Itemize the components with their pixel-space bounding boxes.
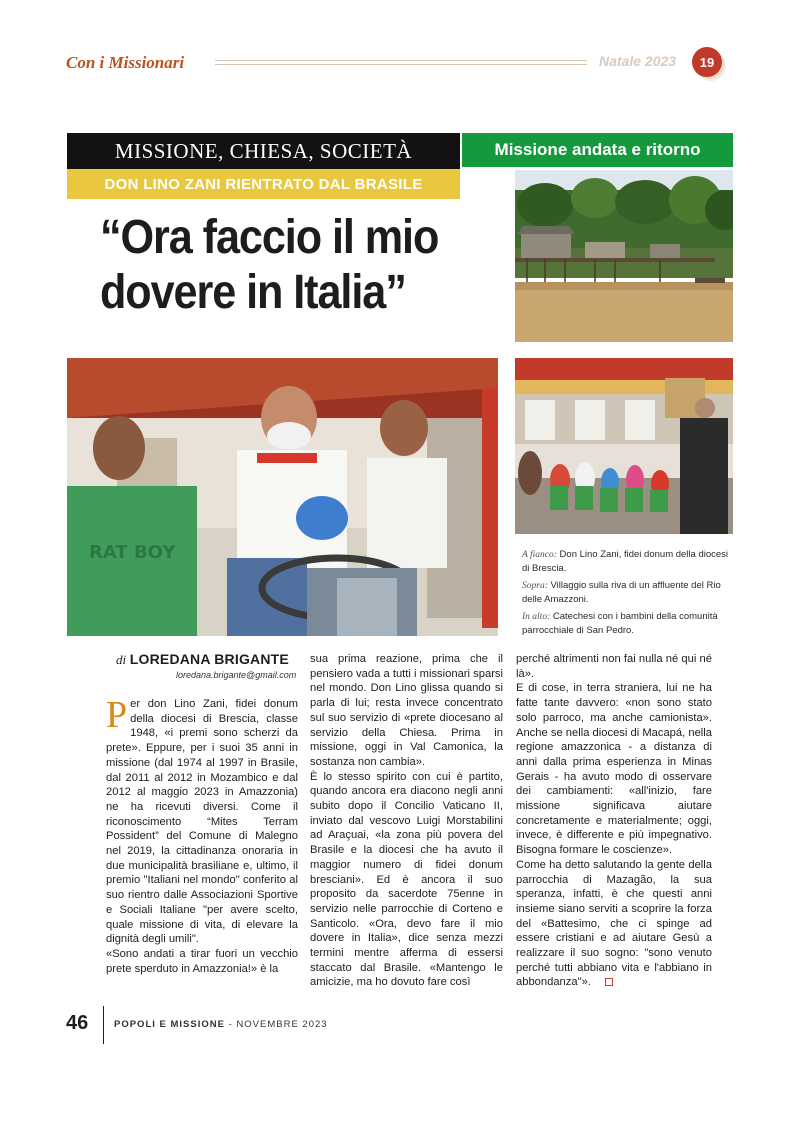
headline-line-2: dovere in Italia” xyxy=(100,266,406,319)
author-email[interactable]: loredana.brigante@gmail.com xyxy=(176,670,297,680)
drop-cap: P xyxy=(106,694,128,736)
byline-prefix: di xyxy=(116,652,127,667)
main-photo xyxy=(67,358,498,636)
headline-line-1: “Ora faccio il mio xyxy=(100,211,439,264)
footer-page-number: 46 xyxy=(66,1012,89,1034)
page-number-badge: 19 xyxy=(692,47,722,77)
author-name: LOREDANA BRIGANTE xyxy=(129,651,289,667)
paragraph: È lo stesso spirito con cui è partito, quando ancora era diacono negli anni subito dopo il Concilio Vaticano II, inviato dal vescovo Luigi Morstabilini ad Araçuai, «la zona più povera del Brasile e la diocesi che ha avuto il maggior numero di fidei donum bresciani». Ed è ancora il suo proposito da sacerdote 75enne in servizio nelle parrocchie di Corteno e Santicolo. «Ora, devo fare il mio dovere in Italia», dice senza mezzi termini mentre afferma di essersi staccato dal Brasile. «Mantengo le amicizie, ma ho dovuto fare così xyxy=(310,770,503,989)
photo-captions xyxy=(522,548,734,641)
footer-publication: POPOLI E MISSIONE - NOVEMBRE 2023 xyxy=(114,1019,328,1030)
article-column-2 xyxy=(310,652,503,990)
shirt-text: RAT BOY xyxy=(89,542,176,563)
issue-label: Natale 2023 xyxy=(599,53,677,69)
caption-top: In alto: Catechesi con i bambini della comunità parrocchiale di San Pedro. xyxy=(522,611,718,636)
paragraph: Come ha detto salutando la gente della parrocchia di Mazagão, la sua speranza, infatti, è che questi anni insieme siano serviti a scoprire la forza del «Battesimo, che ci spinge ad essere cristiani e ad aiutare Gesù a realizzare il suo sogno: "sono venuto perché tutti abbiano vita e l'abbiano in abbondanza"». xyxy=(516,858,712,989)
paragraph: «Sono andati a tirar fuori un vecchio prete sperduto in Amazzonia!» è la xyxy=(106,947,298,975)
end-of-article-icon xyxy=(605,978,613,986)
caption-above: Sopra: Villaggio sulla riva di un affluente del Rio delle Amazzoni. xyxy=(522,580,721,605)
category-banner: MISSIONE, CHIESA, SOCIETÀ xyxy=(67,133,460,169)
paragraph: E di cose, in terra straniera, lui ne ha fatte tante davvero: «non sono stato solo parroco, ma anche camionista». Anche se nella diocesi di Macapá, nella regione amazzonica - a distanza di anni dalla prima esperienza in Minas Gerais - ha avuto modo di osservare dei cambiamenti: «all'inizio, fare missione significava aiutare concretamente e materialmente; oggi, invece, è differente e più impegnativo. Bisogna formare le coscienze». xyxy=(516,682,712,857)
article-column-1 xyxy=(106,694,298,976)
subtitle-banner: DON LINO ZANI RIENTRATO DAL BRASILE xyxy=(67,169,460,199)
article-column-3 xyxy=(516,652,712,990)
paragraph: perché altrimenti non fai nulla né qui né là». xyxy=(516,653,712,680)
byline xyxy=(116,651,289,668)
footer-divider xyxy=(103,1006,104,1044)
village-photo xyxy=(515,170,733,342)
section-title: Con i Missionari xyxy=(66,53,185,72)
feature-banner: Missione andata e ritorno xyxy=(462,133,733,167)
caption-side: A fianco: Don Lino Zani, fidei donum della diocesi di Brescia. xyxy=(522,549,729,574)
paragraph: sua prima reazione, prima che il pensiero vada a tutti i missionari sparsi nel mondo. Don Lino glissa quando si parla di lui; resta invece concentrato sul suo servizio di «prete diocesano al servizio della Chiesa. Prima in missione, oggi in Val Camonica, la sostanza non cambia». xyxy=(310,653,503,768)
article-headline xyxy=(100,210,469,320)
catechesis-photo xyxy=(515,358,733,534)
paragraph: Per don Lino Zani, fidei donum della diocesi di Brescia, classe 1948, «i premi sono scherzi da prete». Eppure, per i suoi 35 anni in missione (dal 1974 al 1997 in Brasile, dal 2011 al 2012 in Mozambico e dal 2012 al maggio 2023 in Amazzonia) ne ha ricevuti diversi. Come il riconoscimento “Mites Terram Possident” del Comune di Malegno nel 2019, la cittadinanza onoraria in due municipalità brasiliane e, ultimo, il premio "Italiani nel mondo" conferito al suo rientro dalle Associazioni Sportive e Sociali Italiane "per avere scelto, quale missione di vita, di elevare la dignità degli umili". xyxy=(106,694,298,946)
header-divider xyxy=(215,60,587,65)
